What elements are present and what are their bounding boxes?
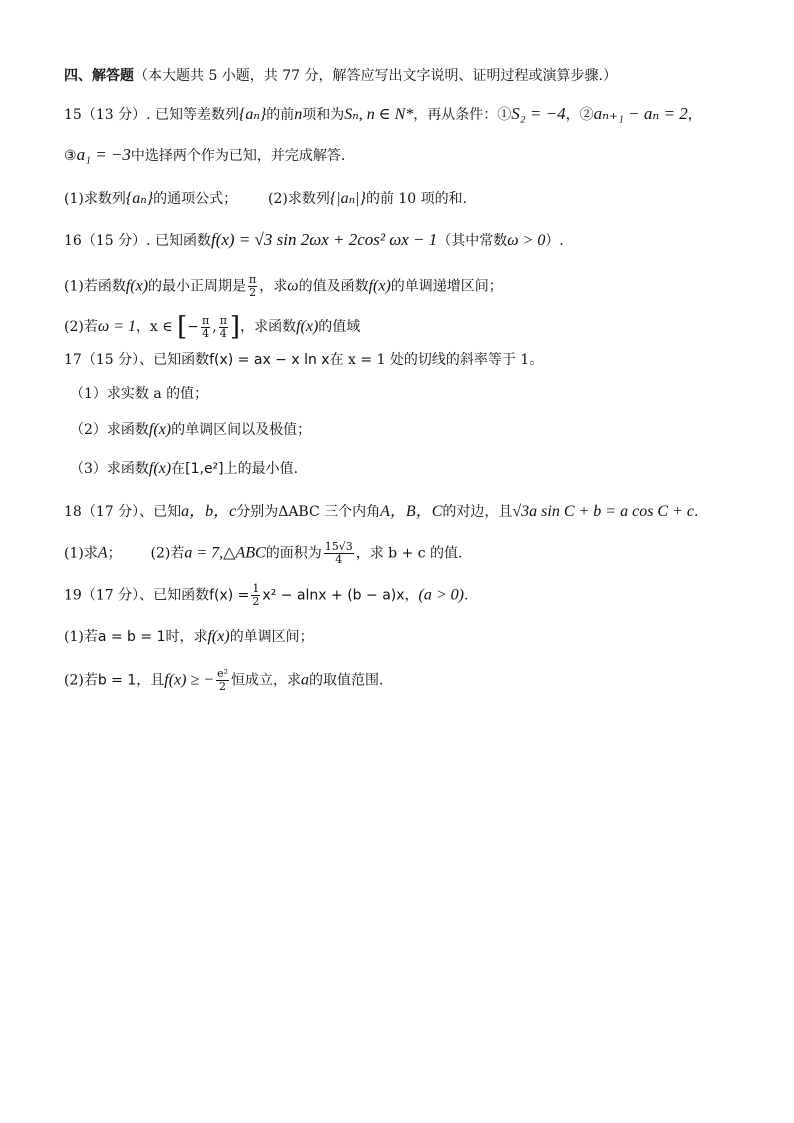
q15-text: 15（13 分）. 已知等差数列 (64, 107, 239, 123)
fraction-numerator: π (202, 313, 210, 327)
q16-interval-upper (219, 315, 228, 340)
q19-text: . (463, 587, 469, 604)
q15-condition-1: S₂ = −4 (511, 104, 566, 123)
q17-part-1-text: （1）求实数 a 的值； (70, 386, 209, 402)
q18-part-1-text: (1)求 (64, 545, 98, 562)
q16-part-2-text: 的值域 (318, 319, 361, 335)
q18-sides: a，b，c (181, 503, 237, 520)
q19-text: 19（17 分）、已知函数 (64, 587, 210, 604)
q16-part-2-text: (2)若 (64, 319, 98, 335)
q15-text: 中选择两个作为已知，并完成解答. (130, 148, 346, 164)
q19-condition: (a > 0) (418, 586, 464, 604)
q17-function: f(x) = ax − x ln x (209, 352, 330, 368)
q18-equation: √3a sin C + b = a cos C + c (512, 503, 694, 520)
q19-part-2-text: ，且 (136, 672, 165, 689)
section-note: （本大题共 5 小题，共 77 分，解答应写出文字说明、证明过程或演算步骤.） (134, 68, 617, 84)
q18-area-fraction (324, 541, 354, 566)
q15-condition-2: aₙ₊₁ − aₙ = 2 (593, 104, 688, 123)
fraction-denominator: 2 (252, 595, 260, 608)
q18-part-2-text: (2)若 (150, 545, 185, 562)
q16-omega-value: ω = 1 (97, 318, 136, 335)
q19-inequality: f(x) ≥ − (164, 671, 215, 689)
q17-f: f(x) (148, 421, 172, 438)
q15-text: 项和为 (302, 107, 345, 123)
q16-f: f(x) (368, 277, 391, 295)
q19-function: x² − alnx + (b − a)x (262, 587, 405, 604)
q17-part-1 (70, 384, 208, 404)
q16-text: （其中常数 (437, 233, 508, 249)
q17-part-3 (70, 459, 298, 479)
q16-part-1-text: 的最小正周期是 (148, 278, 247, 295)
q15-line-2 (64, 145, 345, 166)
fraction-numerator: π (219, 313, 227, 327)
q16-part-1-text: ，求 (259, 278, 288, 295)
q19-function: f(x) = (209, 587, 250, 604)
q16-part-1-text: 的单调递增区间； (390, 278, 503, 295)
q18-part-2-text: 的面积为 (265, 545, 322, 562)
interval-right-bracket: ] (229, 312, 241, 342)
q15-part-2: 的前 10 项的和. (365, 191, 468, 207)
q19-part-2-text: 的取值范围. (308, 672, 384, 689)
q19-part-1-condition: a = b = 1 (97, 629, 166, 645)
fraction-denominator: 2 (249, 286, 257, 299)
q17-interval: [1,e²] (185, 461, 224, 477)
q18-text: . (694, 504, 699, 520)
q19-part-2-condition: b = 1 (97, 672, 137, 689)
q18-part-1-text: ； (107, 545, 122, 562)
q18-line-1 (64, 502, 698, 522)
q15-part-2: (2)求数列 (268, 191, 330, 207)
fraction-numerator: e² (217, 667, 228, 680)
q15-seq: {aₙ} (238, 106, 267, 123)
q19-f: f(x) (207, 628, 230, 645)
q18-text: 18（17 分）、已知 (64, 504, 182, 520)
q18-angle-a: A (97, 544, 108, 562)
section-heading-line (64, 66, 617, 86)
q19-part-1-text: 的单调区间； (229, 629, 314, 645)
q18-parts (64, 541, 463, 566)
q17-part-2-text: （2）求函数 (70, 422, 149, 438)
q16-part-1-text: (1)若函数 (64, 278, 126, 295)
q15-part-1: (1)求数列 (64, 191, 126, 207)
q18-text: 分别为ΔABC 三个内角 (236, 504, 381, 520)
q18-part-2-text: ，求 b + c 的值. (355, 545, 463, 562)
q16-part-1 (64, 274, 503, 299)
fraction-denominator: 4 (335, 553, 343, 566)
fraction-denominator: 4 (202, 326, 210, 340)
q16-condition: ω > 0 (507, 232, 546, 249)
q19-part-1-text: (1)若 (64, 629, 98, 645)
q16-part-1-text: 的值及函数 (298, 278, 369, 295)
q16-f: f(x) (125, 277, 149, 295)
q19-e-fraction (216, 668, 229, 693)
q16-interval-lower (201, 315, 210, 340)
q15-sn: Sₙ, n ∈ N* (344, 106, 414, 123)
interval-left-bracket: [ (177, 312, 188, 342)
q16-line-1 (64, 230, 564, 251)
q17-part-3-text: （3）求函数 (70, 461, 149, 477)
q19-text: ， (404, 587, 419, 604)
q19-variable-a: a (300, 671, 309, 689)
q15-text: ，② (565, 107, 594, 123)
section-heading: 四、解答题 (64, 68, 134, 84)
q17-line-1 (64, 350, 543, 370)
q15-line-1 (64, 104, 702, 125)
q19-part-1 (64, 627, 314, 647)
q15-text: 的前 (266, 107, 295, 123)
q19-line-1 (64, 583, 468, 608)
q17-f: f(x) (148, 460, 172, 477)
q19-part-2-text: (2)若 (64, 672, 98, 689)
q16-part-2 (64, 314, 360, 340)
interval-comma: , (212, 319, 217, 335)
q17-text: 17（15 分）、已知函数 (64, 352, 210, 368)
q15-part-1: 的通项公式； (153, 191, 238, 207)
q15-condition-3: a₁ = −3 (76, 145, 131, 164)
q15-text: ，再从条件：① (413, 107, 512, 123)
q18-text: 的对边，且 (442, 504, 513, 520)
negative-sign: − (187, 319, 199, 335)
q18-angles: A，B，C (380, 503, 443, 520)
q15-text: ③ (64, 148, 77, 164)
fraction-denominator: 4 (219, 326, 227, 340)
q15-part-1-seq: {aₙ} (125, 190, 154, 207)
q16-text: ）. (545, 233, 564, 249)
q19-part-1-text: 时，求 (165, 629, 208, 645)
q16-part-2-text: ，x ∈ (135, 319, 173, 335)
q17-part-2-text: 的单调区间以及极值； (171, 422, 312, 438)
fraction-numerator: π (249, 273, 257, 286)
q15-parts (64, 189, 467, 209)
q15-part-2-seq: {|aₙ|} (329, 190, 366, 207)
fraction-denominator: 2 (219, 680, 227, 693)
q17-part-2 (70, 420, 311, 440)
q19-half-fraction (251, 583, 260, 608)
q17-text: 在 x = 1 处的切线的斜率等于 1。 (329, 352, 544, 368)
fraction-numerator: 15√3 (324, 540, 353, 553)
fraction-numerator: 1 (252, 582, 260, 595)
q16-part-2-text: ，求函数 (240, 319, 297, 335)
q18-condition: a = 7,△ABC (184, 544, 266, 562)
q15-text: ， (687, 107, 702, 123)
q17-part-3-text: 在 (171, 461, 186, 477)
q15-n: n (294, 106, 303, 123)
q16-function: f(x) = √3 sin 2ωx + 2cos² ωx − 1 (210, 230, 438, 249)
q17-part-3-text: 上的最小值. (223, 461, 299, 477)
q16-text: 16（15 分）. 已知函数 (64, 233, 211, 249)
q16-omega: ω (287, 277, 299, 295)
q19-part-2-text: 恒成立，求 (230, 672, 301, 689)
q16-f: f(x) (296, 318, 319, 335)
q16-period-fraction (248, 274, 257, 299)
q19-part-2 (64, 668, 383, 693)
